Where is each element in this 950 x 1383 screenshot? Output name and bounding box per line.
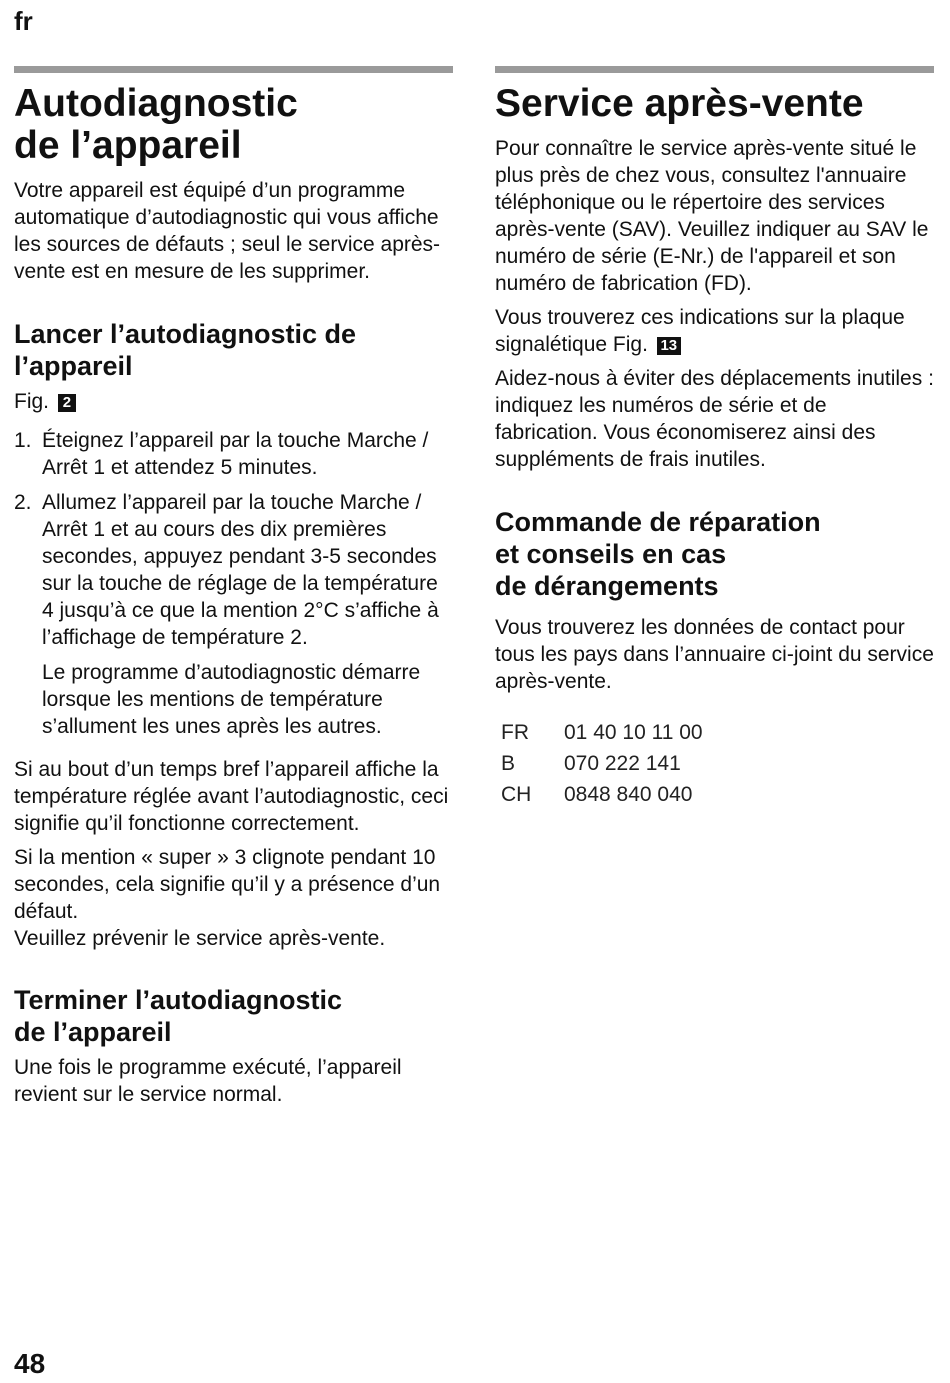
steps-list bbox=[14, 427, 453, 651]
contact-service-text: Veuillez prévenir le service après-vente. bbox=[14, 927, 386, 950]
commande-heading bbox=[495, 506, 934, 602]
list-item bbox=[14, 489, 453, 651]
step-text: Allumez l’appareil par la touche Marche / Arrêt 1 et au cours des dix premières secondes, appuyez pendant 3-5 secondes sur la touche de réglage de la température 4 jusqu’à ce que la mention 2°C s’affiche à l’affichage de température 2. bbox=[42, 491, 439, 649]
phone-number: 070 222 141 bbox=[564, 752, 681, 775]
commande-heading-line-1: Commande de réparation bbox=[495, 507, 821, 537]
fig-number-badge: 2 bbox=[58, 394, 76, 412]
defect-text: Si la mention « super » 3 clignote pendant 10 secondes, cela signifie qu’il y a présence d’un défaut. bbox=[14, 846, 441, 923]
fig-reference bbox=[14, 388, 453, 415]
service-paragraph-1: Pour connaître le service après-vente situé le plus près de chez vous, consultez l'annuaire téléphonique ou le répertoire des services après-vente (SAV). Veuillez indiquer au SAV le numéro de série (E-Nr.) de l'appareil et son numéro de fabrication (FD). bbox=[495, 137, 929, 295]
phone-number: 01 40 10 11 00 bbox=[564, 721, 703, 744]
left-section-rule bbox=[14, 66, 453, 73]
lancer-heading-line-1: Lancer l’autodiagnostic de bbox=[14, 319, 357, 349]
country-code: B bbox=[501, 752, 516, 775]
list-item bbox=[14, 427, 453, 481]
lancer-heading bbox=[14, 318, 453, 382]
plate-text: Vous trouverez ces indications sur la plaque signalétique Fig. bbox=[495, 306, 905, 356]
intro-paragraph: Votre appareil est équipé d’un programme automatique d’autodiagnostic qui vous affiche les sources de défauts ; seul le service après-vente est en mesure de les supprimer. bbox=[14, 179, 441, 283]
terminer-heading-line-1: Terminer l’autodiagnostic bbox=[14, 985, 343, 1015]
step-number: 1. bbox=[14, 429, 32, 452]
page-number: 48 bbox=[14, 1348, 46, 1379]
right-column bbox=[495, 66, 934, 810]
terminer-heading-line-2: de l’appareil bbox=[14, 1017, 172, 1047]
terminer-heading bbox=[14, 984, 453, 1048]
title-line-2: de l’appareil bbox=[14, 124, 242, 167]
country-code: FR bbox=[501, 721, 529, 744]
step-number: 2. bbox=[14, 491, 32, 514]
autodiagnostic-title bbox=[14, 83, 453, 167]
fig-number-badge: 13 bbox=[657, 337, 681, 355]
service-title: Service après-vente bbox=[495, 82, 864, 125]
table-row bbox=[501, 779, 703, 810]
phone-table bbox=[501, 717, 703, 810]
step-text: Éteignez l’appareil par la touche Marche / Arrêt 1 et attendez 5 minutes. bbox=[42, 429, 429, 479]
commande-heading-line-3: de dérangements bbox=[495, 571, 719, 601]
fig-label: Fig. bbox=[14, 390, 50, 413]
commande-heading-line-2: et conseils en cas bbox=[495, 539, 727, 569]
correct-function-paragraph: Si au bout d’un temps bref l’appareil affiche la température réglée avant l’autodiagnostic, ceci signifie qu’il fonctionne correctement. bbox=[14, 758, 449, 835]
terminer-paragraph: Une fois le programme exécuté, l’appareil revient sur le service normal. bbox=[14, 1056, 402, 1106]
service-paragraph-3: Aidez-nous à éviter des déplacements inutiles : indiquez les numéros de série et de fabrication. Vous économiserez ainsi des suppléments de frais inutiles. bbox=[495, 367, 934, 471]
defect-paragraph bbox=[14, 844, 453, 952]
country-code: CH bbox=[501, 783, 532, 806]
right-section-rule bbox=[495, 66, 934, 73]
service-paragraph-2 bbox=[495, 304, 934, 358]
table-row bbox=[501, 748, 703, 779]
commande-paragraph: Vous trouverez les données de contact pour tous les pays dans l’annuaire ci-joint du service après-vente. bbox=[495, 616, 934, 693]
title-line-1: Autodiagnostic bbox=[14, 82, 298, 125]
step2-note: Le programme d’autodiagnostic démarre lorsque les mentions de température s’allument les unes après les autres. bbox=[42, 661, 421, 738]
table-row bbox=[501, 717, 703, 748]
left-column bbox=[14, 66, 453, 1115]
lancer-heading-line-2: l’appareil bbox=[14, 351, 133, 381]
phone-number: 0848 840 040 bbox=[564, 783, 693, 806]
language-label: fr bbox=[14, 6, 33, 36]
